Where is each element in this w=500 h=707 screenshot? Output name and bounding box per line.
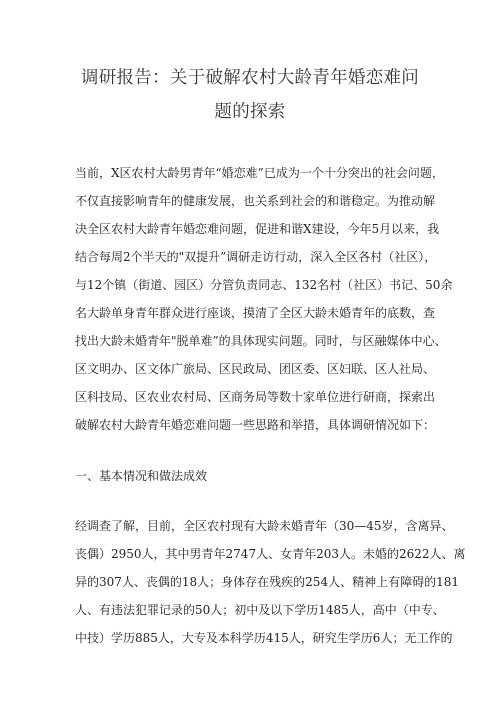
paragraph-1-line: 与12个镇（街道、园区）分管负责同志、132名村（社区）书记、50余 [75, 278, 453, 292]
paragraph-2-line: 丧偶）2950人，其中男青年2747人、女青年203人。未婚的2622人、离 [75, 547, 466, 561]
paragraph-1-line: 当前，X区农村大龄男青年“婚恋难”已成为一个十分突出的社会问题， [75, 166, 444, 180]
paragraph-1-line: 破解农村大龄青年婚恋难问题一些思路和举措，具体调研情况如下： [75, 418, 436, 432]
paragraph-2-line: 中技）学历885人，大专及本科学历415人，研究生学历6人；无工作的 [75, 631, 453, 645]
paragraph-1-line: 决全区农村大龄青年婚恋难问题，促进和谐X建设，今年5月以来，我 [75, 222, 440, 236]
paragraph-1-line: 区文明办、区文体广旅局、区民政局、团区委、区妇联、区人社局、 [75, 362, 436, 376]
paragraph-2-line: 经调查了解，目前，全区农村现有大龄未婚青年（30—45岁，含离异、 [75, 519, 454, 533]
paragraph-1-line: 区科技局、区农业农村局、区商务局等数十家单位进行研商，探索出 [75, 390, 436, 404]
paragraph-1-line: 不仅直接影响青年的健康发展，也关系到社会的和谐稳定。为推动解 [75, 194, 436, 208]
document-title-line-1: 调研报告：关于破解农村大龄青年婚恋难问 [80, 68, 420, 88]
document-title-line-2: 题的探索 [214, 102, 286, 122]
paragraph-1-line: 结合每周2个半天的"双提升”调研走访行动，深入全区各村（社区）， [75, 250, 437, 264]
paragraph-2-line: 人、有违法犯罪记录的50人；初中及以下学历1485人，高中（中专、 [75, 603, 445, 617]
section-heading: 一、基本情况和做法成效 [75, 469, 208, 483]
paragraph-1-line: 找出大龄未婚青年"脱单难”的具体现实问题。同时，与区融媒体中心、 [75, 334, 447, 348]
paragraph-2-line: 异的307人、丧偶的18人；身体存在残疾的254人、精神上有障碍的181 [75, 575, 459, 589]
paragraph-1-line: 名大龄单身青年群众进行座谈，摸清了全区大龄未婚青年的底数，查 [75, 306, 436, 320]
